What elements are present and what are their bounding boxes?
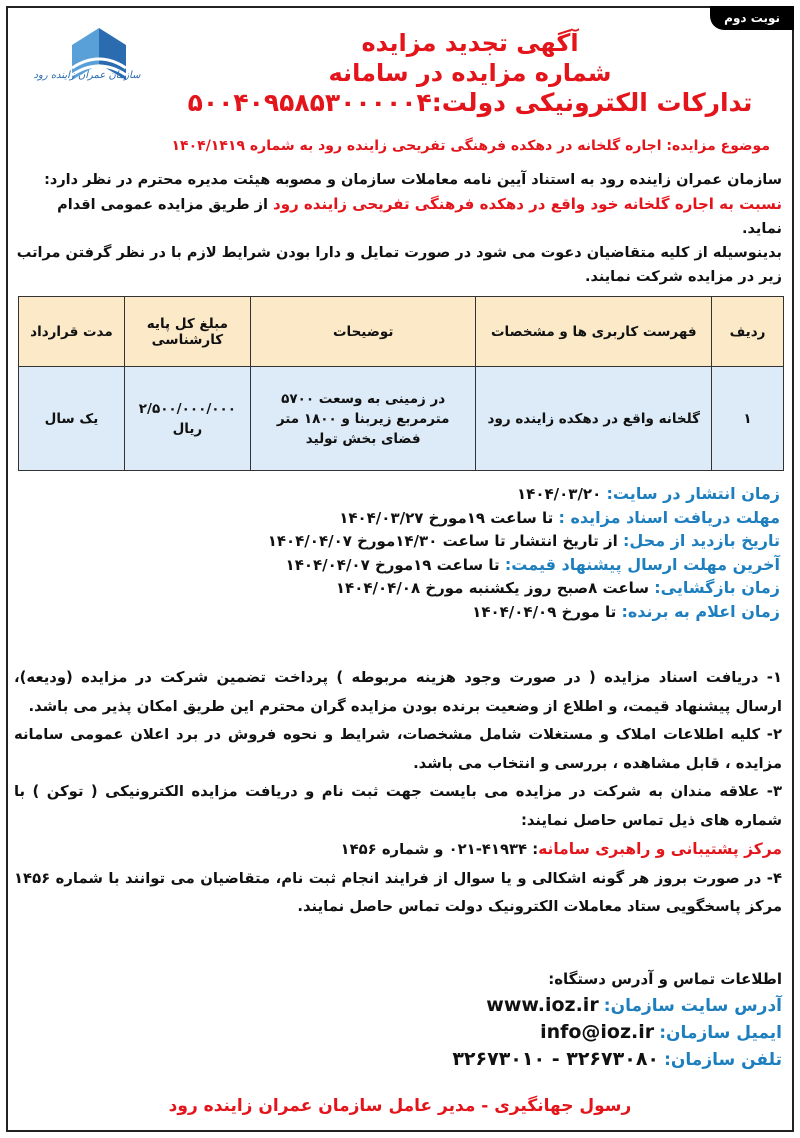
website-link[interactable]: www.ioz.ir <box>486 994 599 1016</box>
schedule-label: زمان انتشار در سایت: <box>606 484 780 503</box>
schedule-value: تا مورخ ۱۴۰۴/۰۴/۰۹ <box>472 602 622 621</box>
signature: رسول جهانگیری - مدیر عامل سازمان عمران زاینده رود <box>168 1096 632 1116</box>
schedule-value: ۱۴۰۴/۰۳/۲۰ <box>517 485 607 503</box>
items-table <box>18 296 784 471</box>
intro-line-1: سازمان عمران زاینده رود به استناد آیین نامه معاملات سازمان و مصوبه هیئت مدیره محترم در نظر دارد: <box>44 172 782 188</box>
table-row <box>19 367 784 471</box>
header-row-no: ردیف <box>712 297 784 367</box>
cell-item: گلخانه واقع در دهکده زاینده رود <box>476 367 712 471</box>
support-center-value: : ۴۱۹۳۴-۰۲۱ و شماره ۱۴۵۶ <box>340 841 539 858</box>
schedule-label: تاریخ بازدید از محل: <box>623 531 780 550</box>
email-label: ایمیل سازمان: <box>659 1023 782 1043</box>
phone-label: تلفن سازمان: <box>664 1050 782 1070</box>
schedule-value: ساعت ۸صبح روز یکشنبه مورخ ۱۴۰۴/۰۴/۰۸ <box>335 579 655 597</box>
schedule-row-documents <box>20 506 780 530</box>
intro-line-2-rest: از طریق مزایده عمومی اقدام نماید. <box>57 197 782 237</box>
notice-titles <box>160 28 780 118</box>
condition-2: ۲- کلیه اطلاعات املاک و مستغلات شامل مشخصات، شرایط و نحوه فروش در برد اعلان عمومی سامانه مزایده ، قابل مشاهده ، بررسی و انتخاب می باشد. <box>14 726 782 772</box>
phone-row <box>20 1046 782 1073</box>
intro-highlight: نسبت به اجاره گلخانه خود واقع در دهکده فرهنگی تفریحی زاینده رود <box>273 195 782 213</box>
intro-line-3: بدینوسیله از کلیه متقاضیان دعوت می شود در صورت تمایل و دارا بودن شرایط لازم با در نظر گرفتن مراتب زیر در مزایده شرکت نمایند. <box>16 245 782 285</box>
email-link[interactable]: info@ioz.ir <box>540 1021 655 1043</box>
condition-3: ۳- علاقه مندان به شرکت در مزایده می بایست جهت ثبت نام و دریافت مزایده الکترونیکی ( توکن ) با شماره های ذیل تماس حاصل نمایند: <box>14 783 782 829</box>
email-row <box>20 1019 782 1046</box>
logo-text: سازمان عمران زاینده رود <box>33 70 141 81</box>
header-item: فهرست کاربری ها و مشخصات <box>476 297 712 367</box>
cell-base-price: ۲/۵۰۰/۰۰۰/۰۰۰ ریال <box>124 367 250 471</box>
contacts-heading: اطلاعات تماس و آدرس دستگاه: <box>548 970 782 988</box>
round-badge: نوبت دوم <box>710 6 794 30</box>
intro-paragraph <box>16 168 782 289</box>
schedule-row-visit <box>20 529 780 553</box>
phone-numbers: ۳۲۶۷۳۰۸۰ - ۳۲۶۷۳۰۱۰ <box>452 1048 660 1070</box>
schedule-value: تا ساعت ۱۹مورخ ۱۴۰۴/۰۴/۰۷ <box>285 555 505 574</box>
condition-4: ۴- در صورت بروز هر گونه اشکالی و یا سوال از فرایند انجام ثبت نام، متقاضیان می توانند با شماره ۱۴۵۶ مرکز پاسخگویی ستاد معاملات الکترونیک دولت تماس حاصل نمایند. <box>14 869 782 915</box>
support-center-label: مرکز پشتیبانی و راهبری سامانه <box>538 840 782 858</box>
title-line-2: شماره مزایده در سامانه <box>328 59 612 87</box>
header-duration: مدت قرارداد <box>19 297 125 367</box>
header-base-price: مبلغ کل پایه کارشناسی <box>124 297 250 367</box>
header-description: توضیحات <box>250 297 476 367</box>
title-line-3: تدارکات الکترونیکی دولت:۵۰۰۴۰۹۵۸۵۳۰۰۰۰۰۴ <box>187 88 753 117</box>
schedule-label: زمان بازگشایی: <box>654 578 780 597</box>
auction-subject: موضوع مزایده: اجاره گلخانه در دهکده فرهنگی تفریحی زاینده رود به شماره ۱۴۰۴/۱۴۱۹ <box>171 138 770 154</box>
cell-duration: یک سال <box>19 367 125 471</box>
cell-row-no: ۱ <box>712 367 784 471</box>
schedule-row-opening <box>20 576 780 600</box>
schedule <box>20 482 780 623</box>
table-header-row <box>19 297 784 367</box>
schedule-row-winner <box>20 600 780 624</box>
website-row <box>20 992 782 1019</box>
support-center-line <box>14 835 782 865</box>
schedule-label: زمان اعلام به برنده: <box>621 601 780 621</box>
condition-1: ۱- دریافت اسناد مزایده ( در صورت وجود هزینه مربوطه ) پرداخت تضمین شرکت در مزایده (ودیعه)، ارسال پیشنهاد قیمت، و اطلاع از وضعیت برنده بودن مزایده گران محترم این طریق امکان پذیر می باشد. <box>14 669 782 715</box>
schedule-value: تا ساعت ۱۹مورخ ۱۴۰۴/۰۳/۲۷ <box>339 508 559 527</box>
schedule-row-publish <box>20 482 780 506</box>
schedule-label: مهلت دریافت اسناد مزایده : <box>558 507 780 527</box>
schedule-value: از تاریخ انتشار تا ساعت ۱۴/۳۰مورخ ۱۴۰۴/۰۴/۰۷ <box>267 532 624 550</box>
cell-description: در زمینی به وسعت ۵۷۰۰ مترمربع زیربنا و ۱۸۰۰ متر فضای بخش تولید <box>250 367 476 471</box>
intro-line-2 <box>16 192 782 241</box>
schedule-label: آخرین مهلت ارسال پیشنهاد قیمت: <box>504 554 780 574</box>
website-label: آدرس سایت سازمان: <box>603 996 782 1016</box>
schedule-row-deadline <box>20 553 780 577</box>
conditions <box>14 664 782 922</box>
contacts <box>20 966 782 1073</box>
organization-logo <box>14 20 164 100</box>
title-line-1: آگهی تجدید مزایده <box>361 29 579 57</box>
